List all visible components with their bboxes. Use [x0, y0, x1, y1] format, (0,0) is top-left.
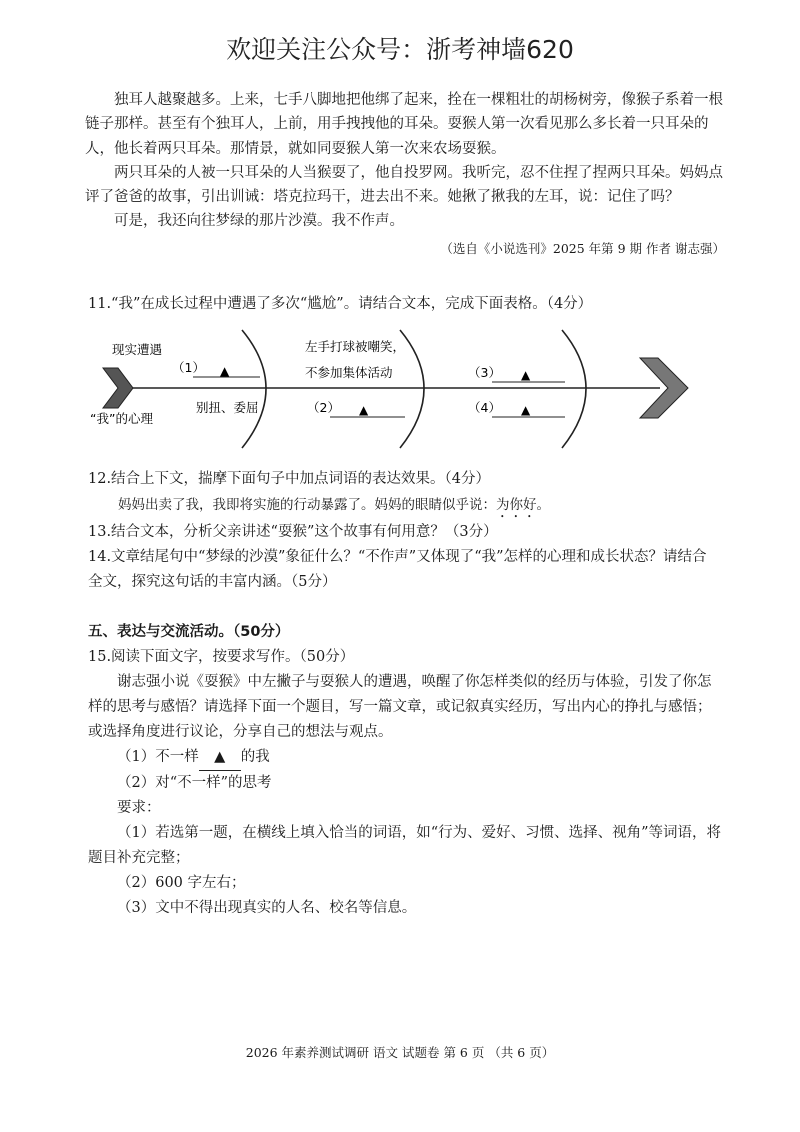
- label-mind: “我”的心理: [90, 411, 153, 426]
- question-14: 14.文章结尾句中“梦绿的沙漠”象征什么？“不作声”又体现了“我”怎样的心理和成长状态？请结合全文，探究这句话的丰富内涵。（5分）: [88, 549, 707, 590]
- requirement-2: （2）600 字左右；: [117, 875, 246, 891]
- question-12-quote: [88, 493, 748, 521]
- blank-1-label: （1）: [172, 360, 205, 375]
- question-15-title: 15.阅读下面文字，按要求写作。（50分）: [88, 649, 355, 665]
- requirements-title: 要求：: [117, 800, 161, 816]
- reading-passage: [85, 88, 725, 261]
- quote-text: 妈妈出卖了我，我即将实施的行动暴露了。妈妈的眼睛似乎说：: [118, 497, 496, 513]
- passage-paragraph: 两只耳朵的人被一只耳朵的人当猴耍了，他自投罗网。我听完，忍不住捏了捏两只耳朵。妈妈点评了爸爸的故事，引出训诫：塔克拉玛干，进去出不来。她揪了揪我的左耳，说：记住了吗？: [85, 164, 723, 206]
- page-footer: 2026 年素养测试调研 语文 试题卷 第 6 页 （共 6 页）: [245, 1045, 555, 1060]
- tail-chevron-icon: [103, 368, 133, 408]
- option-2: （2）对“不一样”的思考: [117, 775, 272, 791]
- option-1: （1）不一样 ▲ 的我: [88, 745, 723, 771]
- question-15-prompt: 谢志强小说《耍猴》中左撇子与耍猴人的遭遇，唤醒了你怎样类似的经历与体验，引发了你怎样的思考与感悟？请选择下面一个题目，写一篇文章，或记叙真实经历，写出内心的挣扎与感悟；或选择角度进行议论，分享自己的想法与观点。: [88, 674, 712, 740]
- given-reality-2b: 不参加集体活动: [305, 365, 393, 380]
- blank-4-label: （4）: [468, 400, 501, 415]
- question-15: [88, 645, 723, 921]
- fishbone-diagram: [0, 318, 800, 456]
- quote-end: 。: [536, 497, 550, 513]
- requirement-1: （1）若选第一题，在横线上填入恰当的词语，如“行为、爱好、习惯、选择、视角”等词语，将题目补充完整；: [88, 825, 722, 866]
- question-11: 11.“我”在成长过程中遭遇了多次“尴尬”。请结合文本，完成下面表格。（4分）: [88, 296, 593, 312]
- question-12: 12.结合上下文，揣摩下面句子中加点词语的表达效果。（4分）: [88, 471, 491, 487]
- given-reality-2a: 左手打球被嘲笑，: [305, 339, 406, 354]
- passage-source: （选自《小说选刊》2025 年第 9 期 作者 谢志强）: [440, 240, 725, 256]
- blank-1-marker: ▲: [220, 364, 230, 378]
- dotted-words: 为你好: [496, 497, 537, 513]
- given-mind-1: 别扭、委屈: [196, 400, 259, 415]
- rib-arc-1: [242, 330, 266, 448]
- section-5-heading: 五、表达与交流活动。（50分）: [88, 624, 290, 640]
- blank-2-marker: ▲: [359, 403, 369, 417]
- label-reality: 现实遭遇: [112, 342, 163, 357]
- question-13: 13.结合文本，分析父亲讲述“耍猴”这个故事有何用意？（3分）: [88, 524, 498, 540]
- blank-4-marker: ▲: [521, 403, 531, 417]
- passage-paragraph: 独耳人越聚越多。上来，七手八脚地把他绑了起来，拴在一棵粗壮的胡杨树旁，像猴子系着一根链子那样。甚至有个独耳人，上前，用手拽拽他的耳朵。耍猴人第一次看见那么多长着一只耳朵的人，他长着两只耳朵。那情景，就如同耍猴人第一次来农场耍猴。: [85, 92, 723, 157]
- passage-paragraph: 可是，我还向往梦绿的那片沙漠。我不作声。: [114, 213, 404, 230]
- requirement-3: （3）文中不得出现真实的人名、校名等信息。: [117, 900, 417, 916]
- page-header: 欢迎关注公众号：浙考神墙620: [226, 35, 574, 64]
- blank-3-marker: ▲: [521, 368, 531, 382]
- rib-arc-3: [562, 330, 586, 448]
- blank-2-label: （2）: [307, 400, 340, 415]
- option-1-blank: ▲: [199, 745, 241, 771]
- blank-3-label: （3）: [468, 365, 501, 380]
